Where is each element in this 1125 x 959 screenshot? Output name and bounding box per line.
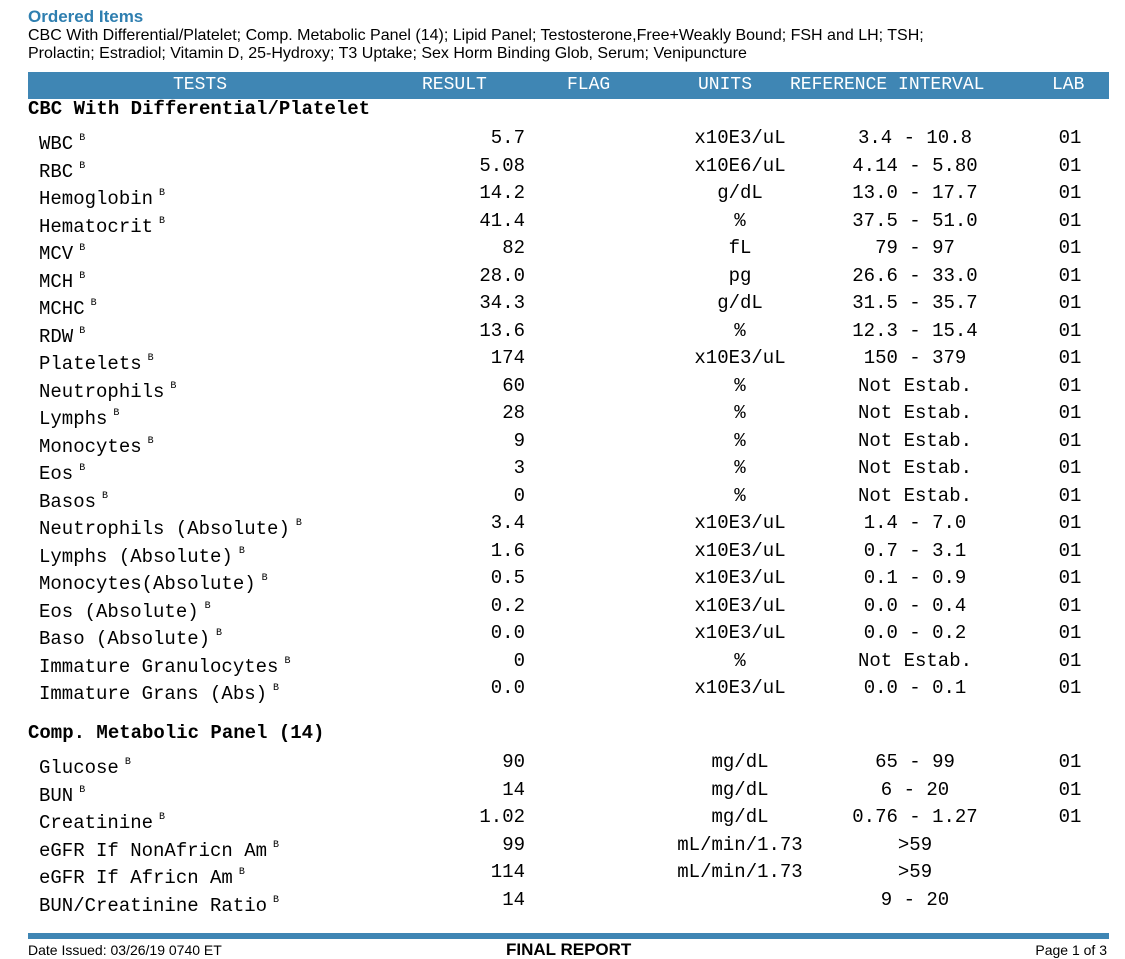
test-result: 41.4 <box>479 209 525 232</box>
test-name-text: WBC <box>39 133 74 155</box>
test-lab: 01 <box>1058 539 1082 562</box>
test-units: % <box>734 457 746 479</box>
test-source-marker: B <box>295 518 302 529</box>
table-row <box>0 565 1125 595</box>
table-row <box>0 235 1125 265</box>
test-name-text: Basos <box>39 490 97 513</box>
table-row <box>0 318 1125 348</box>
test-units: % <box>734 402 746 424</box>
test-reference-interval: 0.7 - 3.1 <box>863 539 967 562</box>
test-result: 14.2 <box>479 182 525 204</box>
test-units: % <box>734 484 746 507</box>
test-units: mL/min/1.73 <box>677 833 803 856</box>
section-title: CBC With Differential/Platelet <box>28 98 371 120</box>
test-units: x10E3/uL <box>694 594 786 617</box>
test-lab: 01 <box>1058 292 1082 314</box>
test-units: x10E3/uL <box>694 127 786 149</box>
test-reference-interval: 0.76 - 1.27 <box>852 806 978 828</box>
test-units: x10E6/uL <box>694 154 786 177</box>
test-lab: 01 <box>1058 182 1082 204</box>
test-lab: 01 <box>1058 594 1082 617</box>
test-name-text: Glucose <box>39 757 119 779</box>
test-lab: 01 <box>1058 622 1082 644</box>
test-units: x10E3/uL <box>694 347 786 369</box>
table-row <box>0 180 1125 210</box>
test-name-text: BUN <box>39 784 74 807</box>
test-reference-interval: >59 <box>897 861 933 883</box>
test-reference-interval: Not Estab. <box>857 649 973 672</box>
test-name-text: Creatinine <box>39 812 154 834</box>
header-reference-interval: REFERENCE INTERVAL <box>790 75 985 95</box>
test-result: 28.0 <box>479 264 525 287</box>
test-lab: 01 <box>1058 512 1082 534</box>
table-row <box>0 263 1125 293</box>
test-result: 0 <box>513 484 525 507</box>
test-result: 174 <box>490 347 525 369</box>
table-row <box>0 887 1125 917</box>
test-result: 28 <box>502 402 525 424</box>
test-lab: 01 <box>1058 347 1082 369</box>
test-result: 9 <box>513 429 525 452</box>
test-reference-interval: 0.0 - 0.1 <box>863 677 967 699</box>
test-reference-interval: 4.14 - 5.80 <box>852 154 978 177</box>
test-lab: 01 <box>1058 778 1082 801</box>
test-name-text: MCHC <box>39 298 85 320</box>
test-lab: 01 <box>1058 264 1082 287</box>
test-source-marker: B <box>90 298 97 309</box>
test-source-marker: B <box>79 325 86 337</box>
test-result: 3.4 <box>490 512 525 534</box>
test-source-marker: B <box>159 188 166 199</box>
table-row <box>0 648 1125 678</box>
test-lab: 01 <box>1058 484 1082 507</box>
test-result: 5.7 <box>490 127 525 149</box>
table-row <box>0 859 1125 889</box>
test-lab: 01 <box>1058 677 1082 699</box>
test-source-marker: B <box>147 435 154 447</box>
test-source-marker: B <box>284 655 291 667</box>
test-reference-interval: >59 <box>897 833 933 856</box>
table-row <box>0 125 1125 155</box>
test-units: mg/dL <box>711 806 769 828</box>
table-row <box>0 208 1125 238</box>
test-result: 99 <box>502 833 525 856</box>
test-units: x10E3/uL <box>694 539 786 562</box>
test-units: x10E3/uL <box>694 622 786 644</box>
header-flag: FLAG <box>567 75 611 95</box>
test-result: 114 <box>490 861 525 883</box>
test-source-marker: B <box>204 600 211 612</box>
test-reference-interval: Not Estab. <box>857 457 973 479</box>
table-row <box>0 675 1125 705</box>
test-reference-interval: Not Estab. <box>857 402 973 424</box>
table-row <box>0 290 1125 320</box>
test-units: x10E3/uL <box>694 677 786 699</box>
test-name-text: MCV <box>39 243 74 265</box>
test-units: % <box>734 374 746 397</box>
test-units: fL <box>728 237 752 259</box>
test-source-marker: B <box>79 160 86 172</box>
test-lab: 01 <box>1058 751 1082 773</box>
test-lab: 01 <box>1058 567 1082 589</box>
test-reference-interval: 9 - 20 <box>880 888 950 911</box>
ordered-items <box>28 6 1113 63</box>
test-result: 60 <box>502 374 525 397</box>
test-name-text: Neutrophils (Absolute) <box>39 518 290 540</box>
test-source-marker: B <box>102 490 109 502</box>
table-row <box>0 749 1125 779</box>
test-result: 14 <box>502 888 525 911</box>
table-row <box>0 345 1125 375</box>
test-source-marker: B <box>79 270 86 282</box>
test-name-text: eGFR If NonAfricn Am <box>39 839 268 862</box>
table-row <box>0 620 1125 650</box>
table-row <box>0 153 1125 183</box>
test-name-text: Monocytes(Absolute) <box>39 573 256 595</box>
test-source-marker: B <box>147 353 154 364</box>
test-reference-interval: Not Estab. <box>857 484 973 507</box>
table-row <box>0 832 1125 862</box>
test-lab: 01 <box>1058 402 1082 424</box>
test-source-marker: B <box>79 463 86 474</box>
test-lab: 01 <box>1058 154 1082 177</box>
test-source-marker: B <box>238 545 245 557</box>
test-source-marker: B <box>273 683 280 694</box>
test-lab: 01 <box>1058 237 1082 259</box>
test-result: 82 <box>502 237 525 259</box>
test-lab: 01 <box>1058 649 1082 672</box>
test-units: % <box>734 209 746 232</box>
test-name-text: Monocytes <box>39 435 142 458</box>
ordered-items-line-2: Prolactin; Estradiol; Vitamin D, 25-Hydroxy; T3 Uptake; Sex Horm Binding Glob, Serum; Venipuncture <box>28 45 747 62</box>
ordered-items-line-1: CBC With Differential/Platelet; Comp. Metabolic Panel (14); Lipid Panel; Testosterone,Free+Weakly Bound; FSH and LH; TSH; <box>28 27 924 44</box>
test-result: 14 <box>502 778 525 801</box>
header-units: UNITS <box>698 75 753 95</box>
test-name-text: Hematocrit <box>39 215 154 238</box>
test-source-marker: B <box>273 839 280 851</box>
test-source-marker: B <box>216 628 223 639</box>
table-row <box>0 400 1125 430</box>
test-name <box>39 887 279 920</box>
test-result: 0.2 <box>490 594 525 617</box>
test-source-marker: B <box>238 867 245 878</box>
table-row <box>0 455 1125 485</box>
test-source-marker: B <box>124 757 131 768</box>
test-name-text: Lymphs (Absolute) <box>39 545 233 568</box>
table-row <box>0 538 1125 568</box>
test-reference-interval: 1.4 - 7.0 <box>863 512 967 534</box>
test-name-text: Immature Granulocytes <box>39 655 279 678</box>
test-lab: 01 <box>1058 457 1082 479</box>
test-lab: 01 <box>1058 209 1082 232</box>
test-source-marker: B <box>273 894 280 906</box>
test-name-text: RBC <box>39 160 74 183</box>
table-row <box>0 510 1125 540</box>
test-reference-interval: 12.3 - 15.4 <box>852 319 978 342</box>
test-source-marker: B <box>113 408 120 419</box>
test-result: 13.6 <box>479 319 525 342</box>
test-source-marker: B <box>159 812 166 823</box>
test-reference-interval: Not Estab. <box>857 429 973 452</box>
results-table-header <box>28 72 1109 99</box>
test-reference-interval: 65 - 99 <box>875 751 955 773</box>
test-units: mg/dL <box>711 778 769 801</box>
test-name-text: BUN/Creatinine Ratio <box>39 894 268 917</box>
test-reference-interval: Not Estab. <box>857 374 973 397</box>
test-name-text: Baso (Absolute) <box>39 628 211 650</box>
ordered-items-title: Ordered Items <box>28 7 144 26</box>
test-name-text: Lymphs <box>39 408 108 430</box>
test-reference-interval: 31.5 - 35.7 <box>852 292 978 314</box>
test-units: % <box>734 429 746 452</box>
test-reference-interval: 6 - 20 <box>880 778 950 801</box>
test-name <box>39 675 279 708</box>
test-reference-interval: 37.5 - 51.0 <box>852 209 978 232</box>
test-lab: 01 <box>1058 127 1082 149</box>
report-status: FINAL REPORT <box>506 940 632 959</box>
table-row <box>0 804 1125 834</box>
test-result: 0 <box>513 649 525 672</box>
test-units: g/dL <box>717 182 763 204</box>
test-units: mL/min/1.73 <box>677 861 803 883</box>
section-title: Comp. Metabolic Panel (14) <box>28 722 325 744</box>
header-tests: TESTS <box>173 75 228 95</box>
test-result: 0.0 <box>490 677 525 699</box>
test-source-marker: B <box>261 573 268 584</box>
header-result: RESULT <box>422 75 487 95</box>
test-result: 1.02 <box>479 806 525 828</box>
table-row <box>0 483 1125 513</box>
table-row <box>0 777 1125 807</box>
test-source-marker: B <box>79 784 86 796</box>
test-reference-interval: 0.0 - 0.4 <box>863 594 967 617</box>
test-result: 5.08 <box>479 154 525 177</box>
table-row <box>0 593 1125 623</box>
test-name-text: Immature Grans (Abs) <box>39 683 268 705</box>
test-name-text: MCH <box>39 270 74 293</box>
test-name-text: Eos (Absolute) <box>39 600 199 623</box>
test-units: mg/dL <box>711 751 769 773</box>
test-lab: 01 <box>1058 429 1082 452</box>
test-reference-interval: 0.0 - 0.2 <box>863 622 967 644</box>
test-reference-interval: 26.6 - 33.0 <box>852 264 978 287</box>
test-name-text: eGFR If Africn Am <box>39 867 233 889</box>
test-units: pg <box>728 264 752 287</box>
header-lab: LAB <box>1052 75 1085 95</box>
test-result: 0.0 <box>490 622 525 644</box>
test-source-marker: B <box>170 380 177 392</box>
test-lab: 01 <box>1058 374 1082 397</box>
test-name-text: Hemoglobin <box>39 188 154 210</box>
test-source-marker: B <box>79 133 86 144</box>
test-reference-interval: 13.0 - 17.7 <box>852 182 978 204</box>
test-name-text: Eos <box>39 463 74 485</box>
footer-divider <box>28 933 1109 939</box>
test-reference-interval: 79 - 97 <box>875 237 955 259</box>
test-source-marker: B <box>159 215 166 227</box>
test-reference-interval: 3.4 - 10.8 <box>857 127 973 149</box>
test-units: % <box>734 649 746 672</box>
test-source-marker: B <box>79 243 86 254</box>
test-reference-interval: 150 - 379 <box>863 347 967 369</box>
test-units: g/dL <box>717 292 763 314</box>
test-name-text: RDW <box>39 325 74 348</box>
test-units: % <box>734 319 746 342</box>
test-result: 90 <box>502 751 525 773</box>
test-reference-interval: 0.1 - 0.9 <box>863 567 967 589</box>
table-row <box>0 373 1125 403</box>
test-name-text: Platelets <box>39 353 142 375</box>
test-name-text: Neutrophils <box>39 380 165 403</box>
test-result: 34.3 <box>479 292 525 314</box>
table-row <box>0 428 1125 458</box>
test-lab: 01 <box>1058 806 1082 828</box>
date-issued: Date Issued: 03/26/19 0740 ET <box>28 942 222 958</box>
test-units: x10E3/uL <box>694 567 786 589</box>
test-result: 3 <box>513 457 525 479</box>
test-result: 0.5 <box>490 567 525 589</box>
page-number: Page 1 of 3 <box>1035 942 1107 958</box>
test-result: 1.6 <box>490 539 525 562</box>
test-units: x10E3/uL <box>694 512 786 534</box>
test-lab: 01 <box>1058 319 1082 342</box>
